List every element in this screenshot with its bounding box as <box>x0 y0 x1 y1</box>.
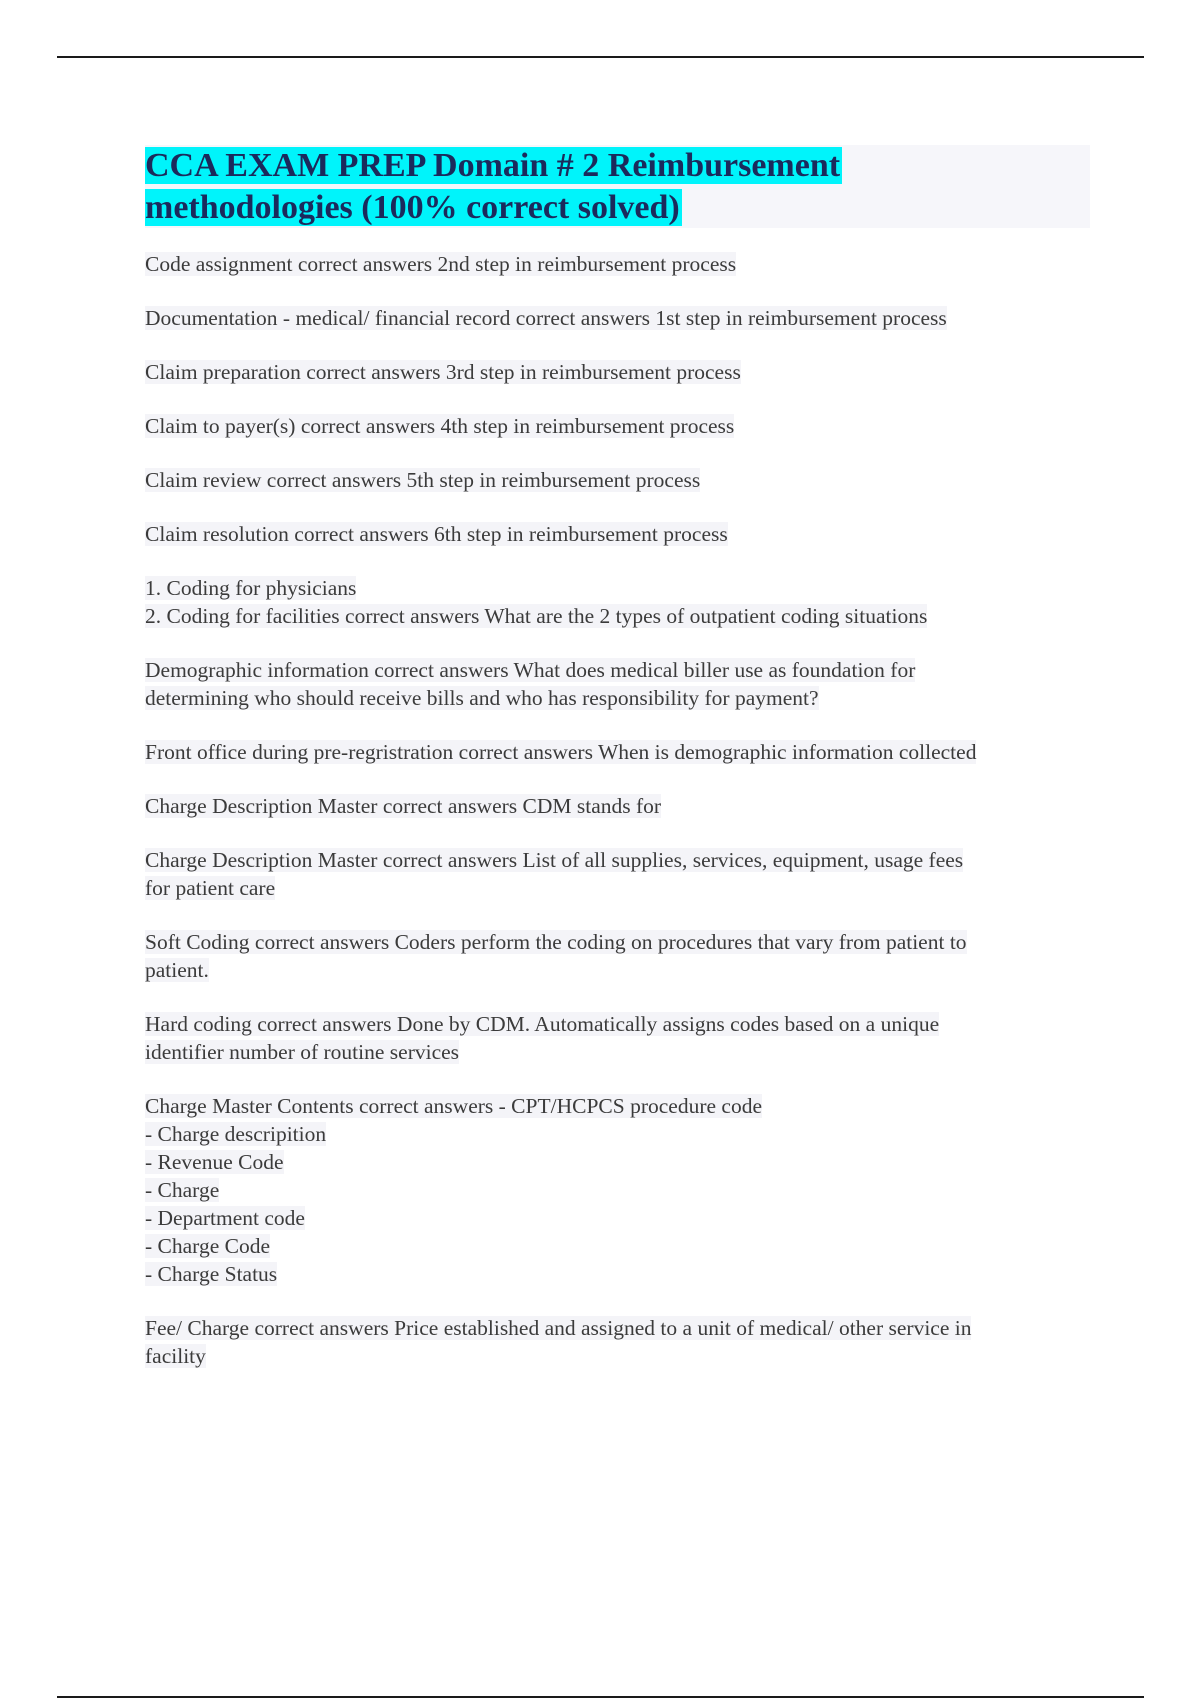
flashcard-text: Demographic information correct answers What does medical biller use as foundation for <box>145 658 916 682</box>
flashcard-text: - Revenue Code <box>145 1150 284 1174</box>
flashcard-text: Documentation - medical/ financial record correct answers 1st step in reimbursement process <box>145 306 947 330</box>
flashcard-text: Charge Description Master correct answers CDM stands for <box>145 794 662 818</box>
flashcard-text: identifier number of routine services <box>145 1040 460 1064</box>
flashcard-text: 1. Coding for physicians <box>145 576 357 600</box>
title-block <box>145 145 1090 228</box>
flashcard-text: Fee/ Charge correct answers Price established and assigned to a unit of medical/ other service in <box>145 1316 972 1340</box>
flashcard <box>145 250 1090 278</box>
flashcard-text: Code assignment correct answers 2nd step in reimbursement process <box>145 252 737 276</box>
flashcard <box>145 928 1090 984</box>
flashcard-text: 2. Coding for facilities correct answers What are the 2 types of outpatient coding situations <box>145 604 928 628</box>
flashcard-text: for patient care <box>145 876 276 900</box>
flashcard-text: Claim preparation correct answers 3rd step in reimbursement process <box>145 360 741 384</box>
flashcard <box>145 412 1090 440</box>
flashcard-text: patient. <box>145 958 209 982</box>
flashcard-text: Front office during pre-regristration correct answers When is demographic information collected <box>145 740 977 764</box>
flashcard <box>145 520 1090 548</box>
flashcard <box>145 466 1090 494</box>
flashcard-text: Charge Description Master correct answers List of all supplies, services, equipment, usage fees <box>145 848 964 872</box>
flashcard <box>145 1010 1090 1066</box>
document-body <box>145 145 1090 1396</box>
flashcard <box>145 358 1090 386</box>
flashcard-text: Soft Coding correct answers Coders perform the coding on procedures that vary from patient to <box>145 930 967 954</box>
flashcard <box>145 738 1090 766</box>
title-line-2: methodologies (100% correct solved) <box>145 189 680 226</box>
flashcard-text: Hard coding correct answers Done by CDM. Automatically assigns codes based on a unique <box>145 1012 940 1036</box>
flashcard-text: - Charge Code <box>145 1234 270 1258</box>
flashcard <box>145 846 1090 902</box>
flashcard <box>145 792 1090 820</box>
flashcard <box>145 304 1090 332</box>
bottom-rule <box>57 1696 1144 1698</box>
flashcard <box>145 574 1090 630</box>
flashcard-text: determining who should receive bills and who has responsibility for payment? <box>145 686 819 710</box>
flashcard-text: - Charge descripition <box>145 1122 327 1146</box>
flashcard <box>145 1092 1090 1288</box>
flashcard-text: Claim to payer(s) correct answers 4th step in reimbursement process <box>145 414 735 438</box>
flashcard-list <box>145 250 1090 1370</box>
flashcard-text: Claim review correct answers 5th step in reimbursement process <box>145 468 701 492</box>
flashcard <box>145 656 1090 712</box>
flashcard-text: Charge Master Contents correct answers - CPT/HCPCS procedure code <box>145 1094 762 1118</box>
page-title <box>145 145 905 229</box>
flashcard <box>145 1314 1090 1370</box>
flashcard-text: Claim resolution correct answers 6th step in reimbursement process <box>145 522 728 546</box>
flashcard-text: - Charge <box>145 1178 220 1202</box>
flashcard-text: - Charge Status <box>145 1262 278 1286</box>
top-rule <box>57 56 1144 58</box>
flashcard-text: facility <box>145 1344 206 1368</box>
title-line-1: CCA EXAM PREP Domain # 2 Reimbursement <box>145 147 841 184</box>
flashcard-text: - Department code <box>145 1206 305 1230</box>
